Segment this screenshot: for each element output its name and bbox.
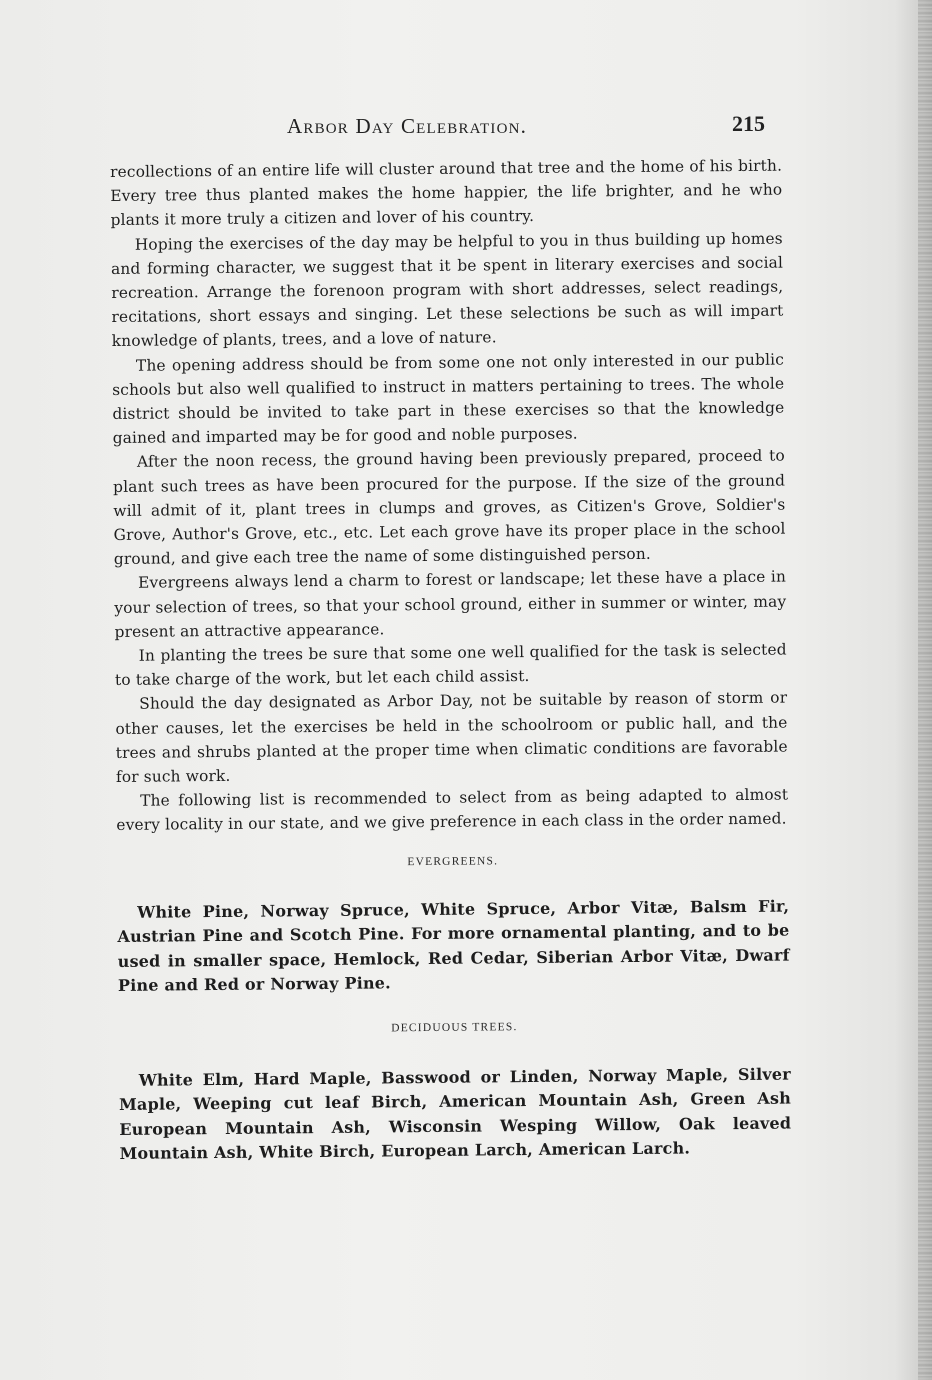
paragraph-5: Evergreens always lend a charm to forest or landscape; let these have a place in your selection of trees, so that your school ground, either in summer or winter, may present an attractive appearance. (114, 567, 787, 641)
paragraph-6: In planting the trees be sure that some one well qualified for the task is selected to take charge of the work, but let each child assist. (114, 640, 787, 690)
paragraph-2: Hoping the exercises of the day may be helpful to you in thus building up homes and forming character, we suggest that it be spent in literary exercises and social recreation. Arrange the forenoon program with short addresses, select readings, recitations, short essays and singing. Let these selections be such as will impart knowledge of plants, trees, and a love of nature. (110, 229, 784, 351)
section-text-evergreens: White Pine, Norway Spruce, White Spruce, Arbor Vitæ, Balsm Fir, Austrian Pine and Scotch Pine. For more ornamental planting, and to be used in smaller space, Hemlock, Red Cedar, Siberian Arbor Vitæ, Dwarf Pine and Red or Norway Pine. (117, 896, 790, 996)
paragraph-8: The following list is recommended to select from as being adapted to almost every locality in our state, and we give preference in each class in the order named. (116, 785, 789, 835)
page-number: 215 (732, 111, 765, 136)
section-heading-evergreens: EVERGREENS. (407, 854, 499, 868)
page-text (110, 154, 792, 1167)
section-text-deciduous-trees: White Elm, Hard Maple, Basswood or Linden, Norway Maple, Silver Maple, Weeping cut leaf Birch, American Mountain Ash, Green Ash European Mountain Ash, Wisconsin Wesping Willow, Oak leaved Mountain Ash, White Birch, European Larch, American Larch. (118, 1064, 792, 1164)
section-heading-deciduous-trees: DECIDUOUS TREES. (391, 1020, 518, 1035)
paragraph-7: Should the day designated as Arbor Day, not be suitable by reason of storm or other causes, let the exercises be held in the schoolroom or public hall, and the trees and shrubs planted at the proper time when climatic conditions are favorable for such work. (115, 688, 788, 787)
book-spine-edge (918, 0, 932, 1380)
running-title: Arbor Day Celebration. (287, 114, 528, 138)
paragraph-1: recollections of an entire life will cluster around that tree and the home of his birth. Every tree thus planted makes the home happier, the life brighter, and he who plants it more truly a citizen and lover of his country. (110, 156, 783, 230)
paragraph-4: After the noon recess, the ground having been previously prepared, proceed to plant such trees as have been procured for the purpose. If the size of the ground will admit of it, plant trees in clumps and groves, as Citizen's Grove, Soldier's Grove, Author's Grove, etc., etc. Let each grove have its proper place in the school ground, and give each tree the name of some distinguished person. (113, 446, 786, 569)
running-head (0, 111, 932, 144)
paragraph-3: The opening address should be from some one not only interested in our public schools but also well qualified to instruct in matters pertaining to trees. The whole district should be invited to take part in these exercises so that the knowledge gained and imparted may be for good and noble purposes. (112, 350, 785, 448)
